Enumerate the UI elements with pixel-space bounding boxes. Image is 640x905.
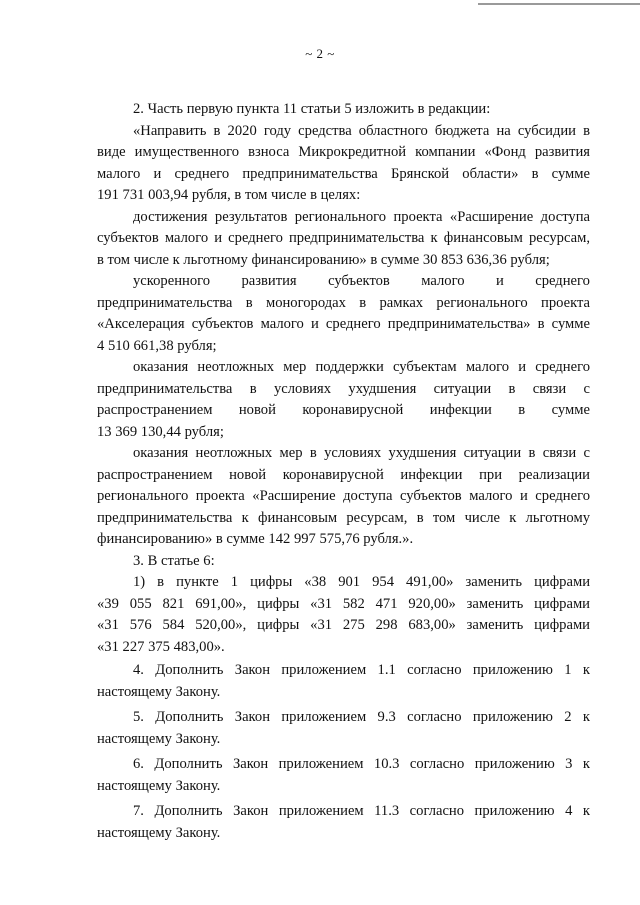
amendment-5-tail: настоящему Закону. (97, 730, 221, 747)
word: сумме (551, 402, 590, 418)
para3-heading: 3. В статье 6: (133, 552, 215, 569)
amendment-4-tail: настоящему Закону. (97, 683, 221, 700)
amendment-4-line: 4. Дополнить Закон приложением 1.1 согласно приложению 1 к (133, 662, 590, 678)
para3-line: «31 576 584 520,00», цифры «31 275 298 683,00» заменить цифрами (97, 617, 590, 633)
item4-line: предпринимательства к финансовым ресурсам, в том числе к льготному (97, 509, 590, 526)
item3-line: предпринимательства в условиях ухудшения ситуации в связи с (97, 380, 590, 397)
word: малого (421, 273, 465, 289)
item4-line: оказания неотложных мер в условиях ухудшения ситуации в связи с (133, 445, 590, 461)
item4-line: регионального проекта «Расширение доступа субъектов малого и среднего (97, 488, 590, 504)
item1-line: достижения результатов регионального проекта «Расширение доступа (133, 208, 590, 225)
word: субъектов (328, 273, 390, 289)
word: распространением (97, 402, 213, 418)
word: и (495, 273, 504, 289)
item3-spread-line (97, 400, 590, 422)
para2-intro: 2. Часть первую пункта 11 статьи 5 изложить в редакции: (133, 101, 491, 117)
item1-line: в том числе к льготному финансированию» в сумме 30 853 636,36 рубля; (97, 251, 550, 268)
item1-line: субъектов малого и среднего предпринимательства к финансовым ресурсам, (97, 230, 590, 246)
amendment-6-tail: настоящему Закону. (97, 777, 221, 794)
item2-first-line (97, 271, 590, 293)
quote-line: виде имущественного взноса Микрокредитной компании «Фонд развития (97, 144, 590, 160)
para3-line: «39 055 821 691,00», цифры «31 582 471 920,00» заменить цифрами (97, 595, 590, 612)
item3-line: оказания неотложных мер поддержки субъектам малого и среднего (133, 359, 590, 375)
amendment-5-line: 5. Дополнить Закон приложением 9.3 согласно приложению 2 к (133, 709, 590, 725)
amendment-7-tail: настоящему Закону. (97, 824, 221, 841)
amendment-6-line: 6. Дополнить Закон приложением 10.3 согласно приложению 3 к (133, 756, 590, 772)
word: инфекции (429, 402, 492, 418)
item2-line: 4 510 661,38 рубля; (97, 337, 217, 354)
word: развития (241, 273, 297, 289)
quote-line: 191 731 003,94 рубля, в том числе в целях: (97, 187, 361, 203)
document-body (97, 99, 590, 844)
word: коронавирусной (302, 402, 404, 418)
amendment-7-line: 7. Дополнить Закон приложением 11.3 согласно приложению 4 к (133, 803, 590, 819)
quote-line: малого и среднего предпринимательства Брянской области» в сумме (97, 165, 590, 182)
word: в (518, 402, 526, 418)
item3-end: 13 369 130,44 рубля; (97, 423, 224, 440)
top-edge-line (478, 3, 640, 5)
para3-line: 1) в пункте 1 цифры «38 901 954 491,00» заменить цифрами (133, 574, 590, 590)
item4-line: финансированию» в сумме 142 997 575,76 рубля.». (97, 531, 414, 547)
word: новой (238, 402, 276, 418)
item2-line: предпринимательства в моногородах в рамках регионального проекта (97, 294, 590, 311)
word: ускоренного (133, 273, 211, 289)
para3-line: «31 227 375 483,00». (97, 638, 225, 655)
page-number: ~ 2 ~ (305, 46, 335, 61)
item2-line: «Акселерация субъектов малого и среднего предпринимательства» в сумме (97, 316, 590, 332)
item4-line: распространением новой коронавирусной инфекции при реализации (97, 466, 590, 483)
word: среднего (535, 273, 590, 289)
quote-line: «Направить в 2020 году средства областного бюджета на субсидии в (133, 122, 590, 139)
